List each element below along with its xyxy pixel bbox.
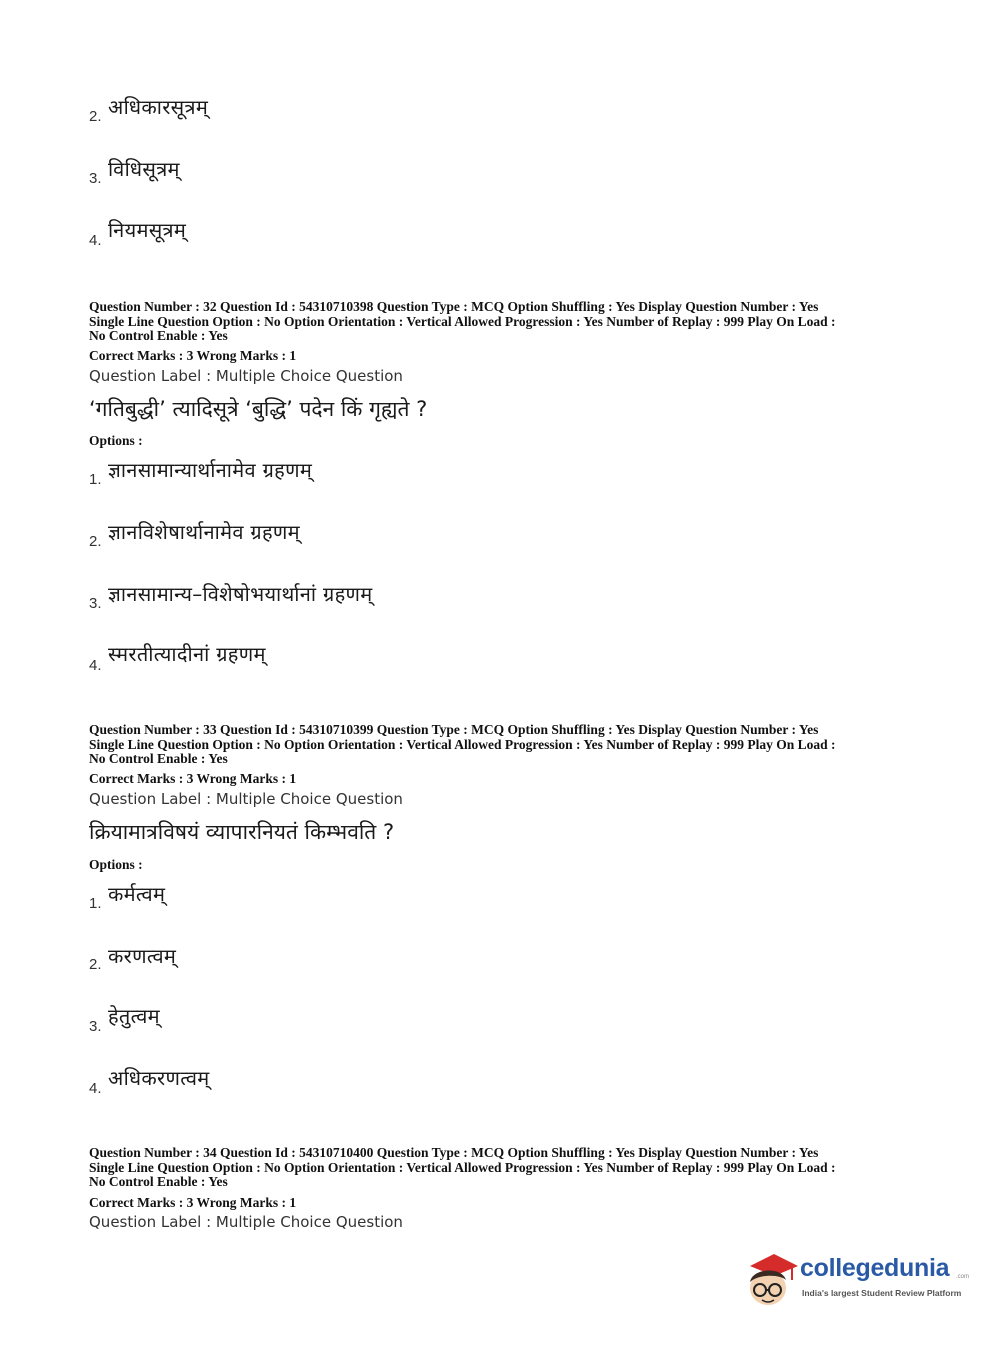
logo-tagline: India's largest Student Review Platform xyxy=(802,1288,962,1298)
question-meta xyxy=(89,1146,919,1190)
logo-suffix: .com xyxy=(956,1274,970,1280)
meta-line: Single Line Question Option : No Option Orientation : Vertical Allowed Progression : Yes Number of Replay : 999 Play On Load : xyxy=(89,1159,836,1175)
marks-line: Correct Marks : 3 Wrong Marks : 1 xyxy=(89,771,297,786)
graduate-mascot-icon xyxy=(742,1248,802,1310)
marks-line: Correct Marks : 3 Wrong Marks : 1 xyxy=(89,348,297,363)
options-heading: Options : xyxy=(89,433,143,448)
option-number: 2. xyxy=(89,108,102,125)
option-text: विधिसूत्रम् xyxy=(108,157,180,181)
question-label: Question Label : Multiple Choice Question xyxy=(89,790,403,808)
meta-line: Question Number : 33 Question Id : 54310710399 Question Type : MCQ Option Shuffling : Yes Display Question Number : Yes xyxy=(89,722,819,737)
option-text: कर्मत्वम् xyxy=(108,882,166,906)
collegedunia-logo xyxy=(742,1248,972,1310)
option-text: ज्ञानविशेषार्थानामेव ग्रहणम् xyxy=(108,520,300,544)
logo-wordmark: collegedunia xyxy=(800,1254,950,1282)
meta-line: No Control Enable : Yes xyxy=(89,1174,228,1189)
option-number: 4. xyxy=(89,657,102,674)
option-number: 1. xyxy=(89,471,102,488)
option-number: 4. xyxy=(89,1080,102,1097)
meta-line: Question Number : 34 Question Id : 54310710400 Question Type : MCQ Option Shuffling : Yes Display Question Number : Yes xyxy=(89,1145,819,1160)
option-text: अधिकरणत्वम् xyxy=(108,1066,210,1090)
meta-line: No Control Enable : Yes xyxy=(89,328,228,343)
option-number: 3. xyxy=(89,170,102,187)
options-heading: Options : xyxy=(89,857,143,872)
option-text: हेतुत्वम् xyxy=(108,1004,160,1028)
meta-line: Question Number : 32 Question Id : 54310710398 Question Type : MCQ Option Shuffling : Yes Display Question Number : Yes xyxy=(89,299,819,314)
option-text: ज्ञानसामान्य–विशेषोभयार्थानां ग्रहणम् xyxy=(108,582,373,606)
question-label: Question Label : Multiple Choice Question xyxy=(89,1213,403,1231)
option-text: करणत्वम् xyxy=(108,944,177,968)
meta-line: Single Line Question Option : No Option Orientation : Vertical Allowed Progression : Yes Number of Replay : 999 Play On Load : xyxy=(89,313,836,329)
question-text: ‘गतिबुद्धी’ त्यादिसूत्रे ‘बुद्धि’ पदेन किं गृह्यते ? xyxy=(89,397,428,421)
option-text: ज्ञानसामान्यार्थानामेव ग्रहणम् xyxy=(108,458,313,482)
option-number: 3. xyxy=(89,595,102,612)
meta-line: No Control Enable : Yes xyxy=(89,751,228,766)
question-label: Question Label : Multiple Choice Question xyxy=(89,367,403,385)
option-text: स्मरतीत्यादीनां ग्रहणम् xyxy=(108,642,266,666)
meta-line: Single Line Question Option : No Option Orientation : Vertical Allowed Progression : Yes Number of Replay : 999 Play On Load : xyxy=(89,736,836,752)
option-text: अधिकारसूत्रम् xyxy=(108,95,209,119)
option-number: 1. xyxy=(89,895,102,912)
option-text: नियमसूत्रम् xyxy=(108,218,187,242)
option-number: 4. xyxy=(89,232,102,249)
option-number: 2. xyxy=(89,533,102,550)
question-meta xyxy=(89,723,919,767)
question-meta xyxy=(89,300,919,344)
marks-line: Correct Marks : 3 Wrong Marks : 1 xyxy=(89,1195,297,1210)
option-number: 2. xyxy=(89,956,102,973)
question-text: क्रियामात्रविषयं व्यापारनियतं किम्भवति ? xyxy=(89,820,395,844)
option-number: 3. xyxy=(89,1018,102,1035)
